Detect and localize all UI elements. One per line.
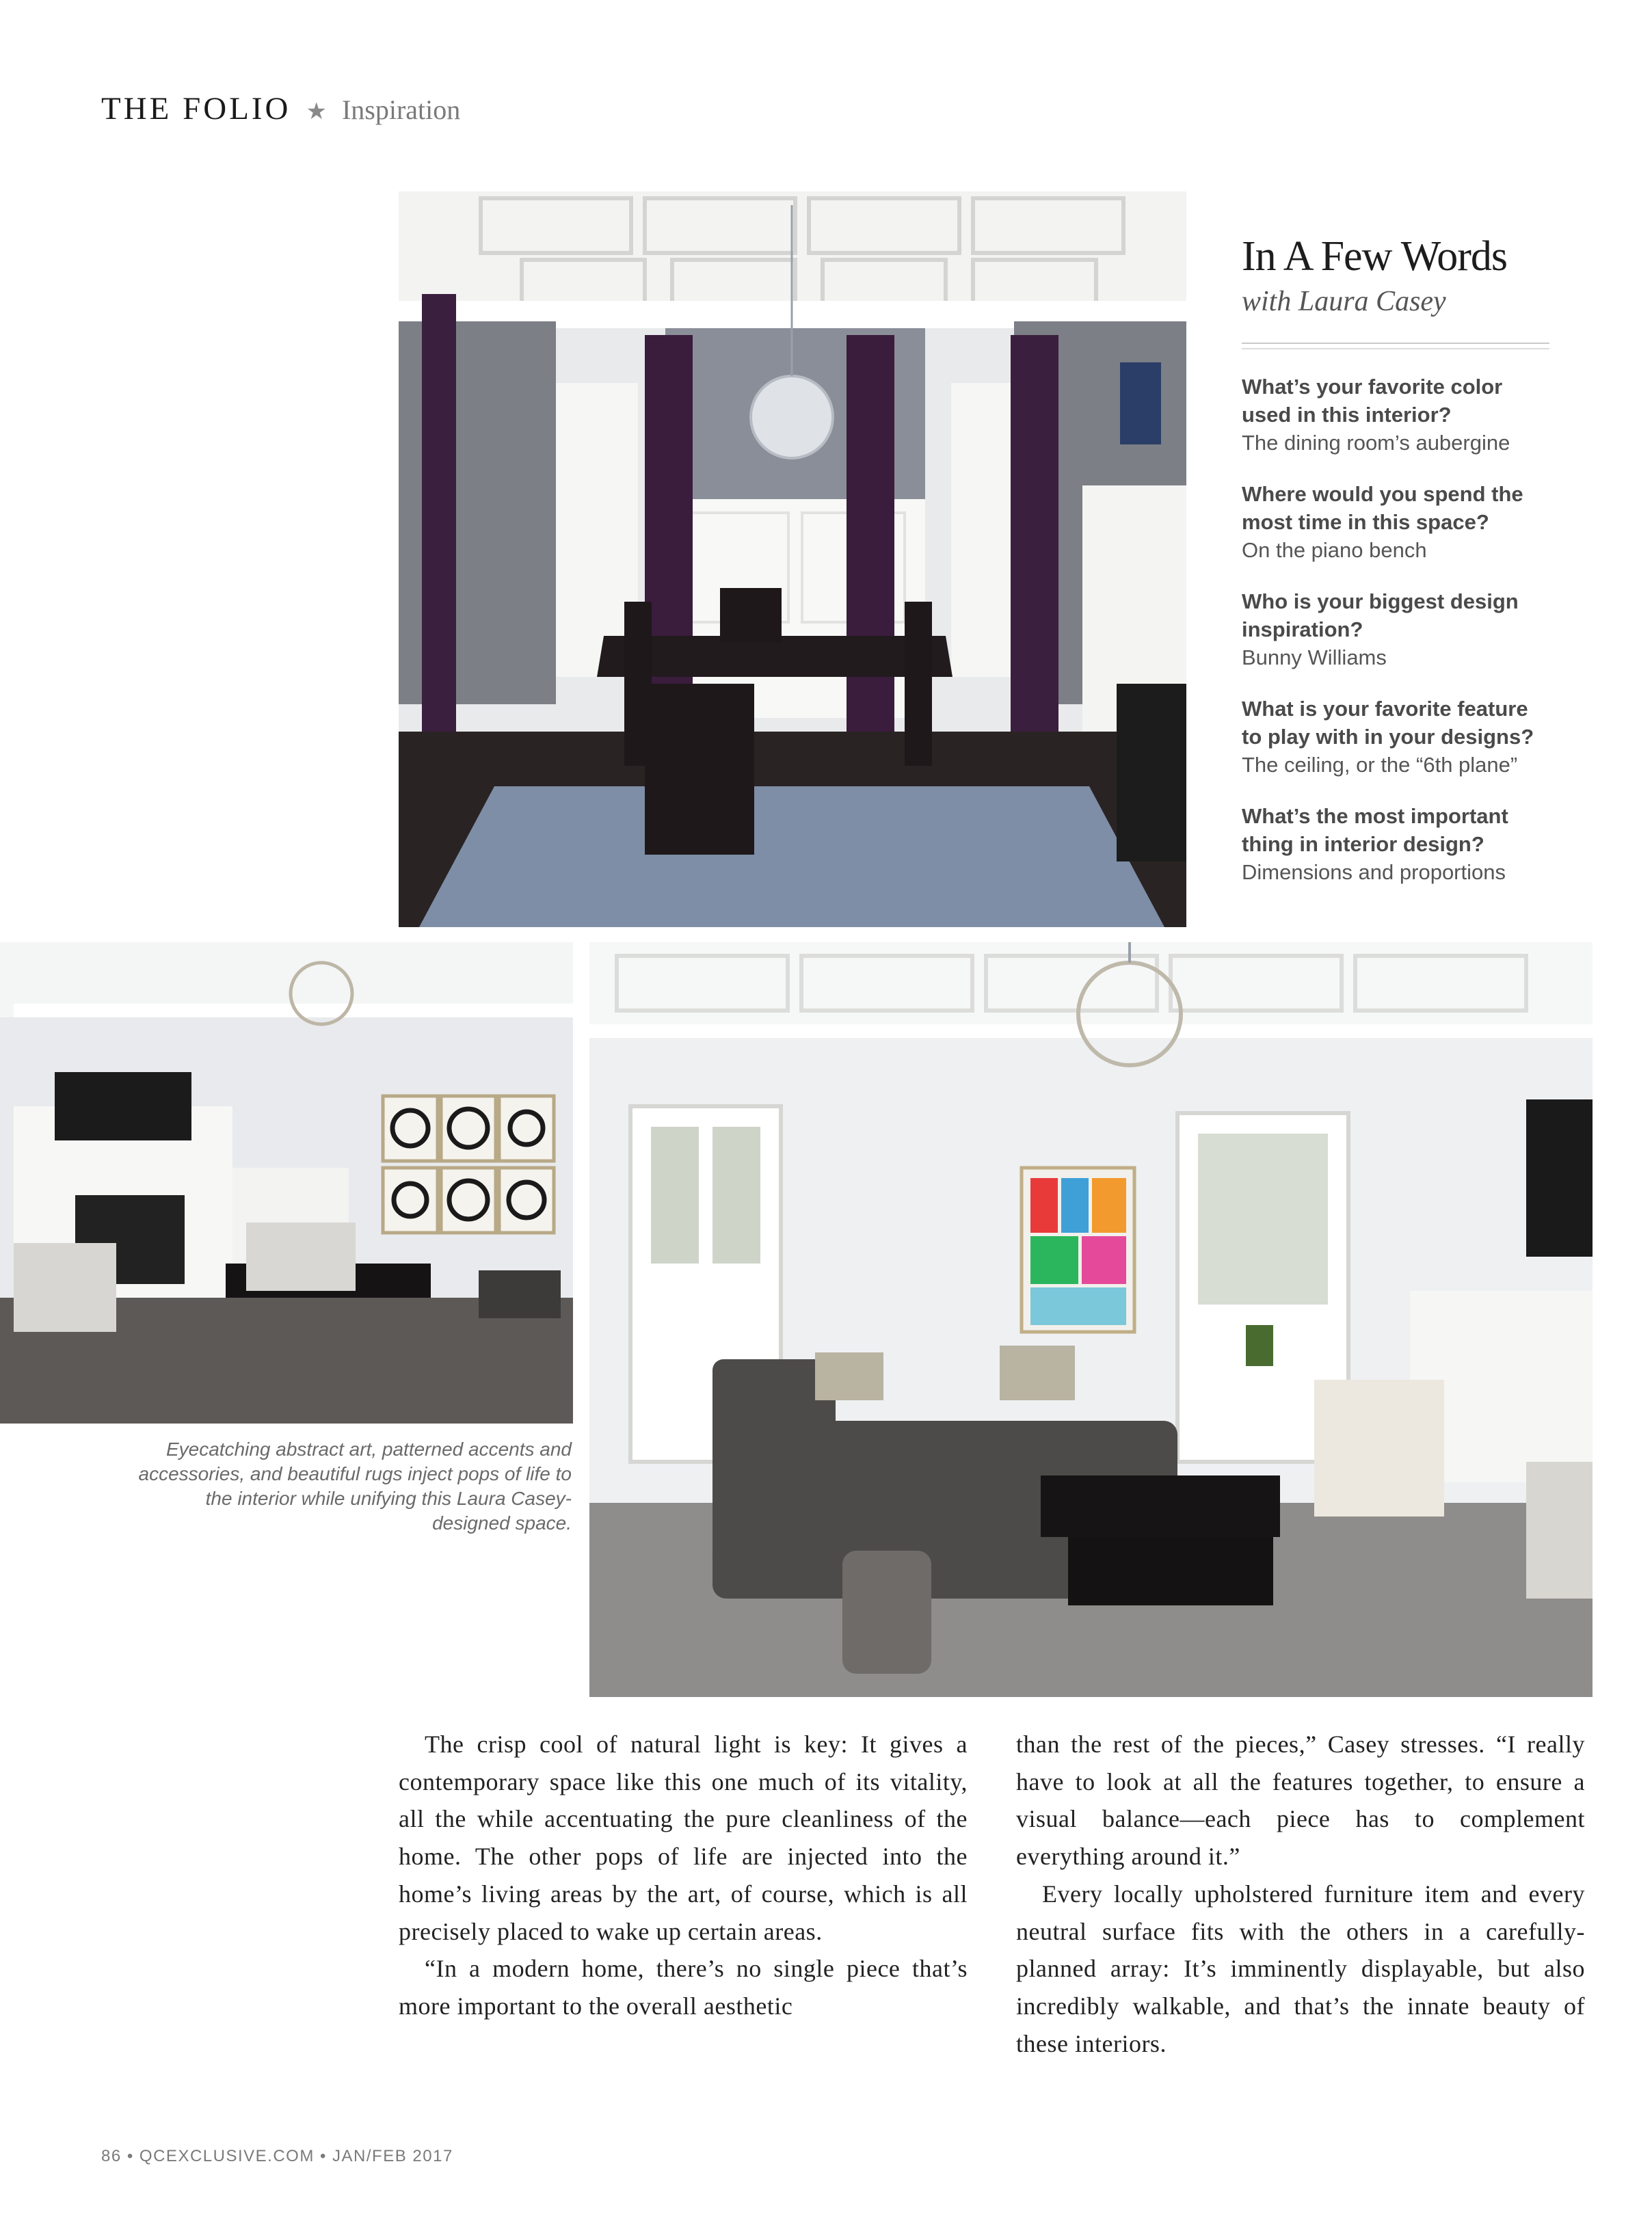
qa-question: What’s the most important thing in interior design? [1242,804,1508,856]
qa-item [1242,373,1549,457]
page-footer: 86 • QCEXCLUSIVE.COM • JAN/FEB 2017 [101,2147,453,2165]
article-paragraph-continuation: than the rest of the pieces,” Casey stresses. “I really have to look at all the features together, to ensure a visual balance—each piece has to complement everything around it.” [1016,1731,1585,1871]
photo-caption: Eyecatching abstract art, patterned accents and accessories, and beautiful rugs inject pops of life to the interior while unifying this Laura Casey-designed space. [138,1439,572,1534]
qa-question: What’s your favorite color used in this interior? [1242,375,1503,427]
qa-question: Where would you spend the most time in this space? [1242,482,1523,534]
section-title: THE FOLIO [101,91,291,126]
article-paragraph: “In a modern home, there’s no single piece that’s more important to the overall aesthetic [399,1955,968,2020]
qa-answer: Dimensions and proportions [1242,860,1506,884]
living-room-photo-small [0,942,573,1424]
qa-answer: The dining room’s aubergine [1242,431,1510,455]
sidebar-title: In A Few Words [1242,233,1508,280]
living-room-photo-large [589,942,1593,1697]
qa-answer: Bunny Williams [1242,645,1387,669]
qa-item [1242,695,1549,779]
qa-item [1242,802,1549,886]
article-column-left [399,1726,968,2025]
article-paragraph: The crisp cool of natural light is key: It gives a contemporary space like this one much of its vitality, all the while accentuating the pure cleanliness of the home. The other pops of life are injected into the home’s living areas by the art, of course, which is all precisely placed to wake up certain areas. [399,1731,968,1945]
subsection-title: Inspiration [341,94,461,125]
qa-question: Who is your biggest design inspiration? [1242,589,1519,641]
qa-item [1242,587,1549,671]
qa-item [1242,480,1549,564]
sidebar-divider [1242,343,1549,349]
dining-room-photo [399,191,1186,927]
qa-list [1242,373,1549,886]
in-a-few-words-sidebar [1242,232,1549,909]
page-header [101,90,460,127]
article-paragraph: Every locally upholstered furniture item and every neutral surface fits with the others in a carefully-planned array: It’s imminently displayable, but also incredibly walkable, and that’s the innate beauty of these interiors. [1016,1880,1585,2057]
qa-question: What is your favorite feature to play with in your designs? [1242,697,1534,749]
sidebar-byline: with Laura Casey [1242,286,1446,317]
star-icon: ★ [306,99,327,124]
qa-answer: The ceiling, or the “6th plane” [1242,753,1518,777]
article-column-right [1016,1726,1585,2062]
qa-answer: On the piano bench [1242,538,1427,562]
